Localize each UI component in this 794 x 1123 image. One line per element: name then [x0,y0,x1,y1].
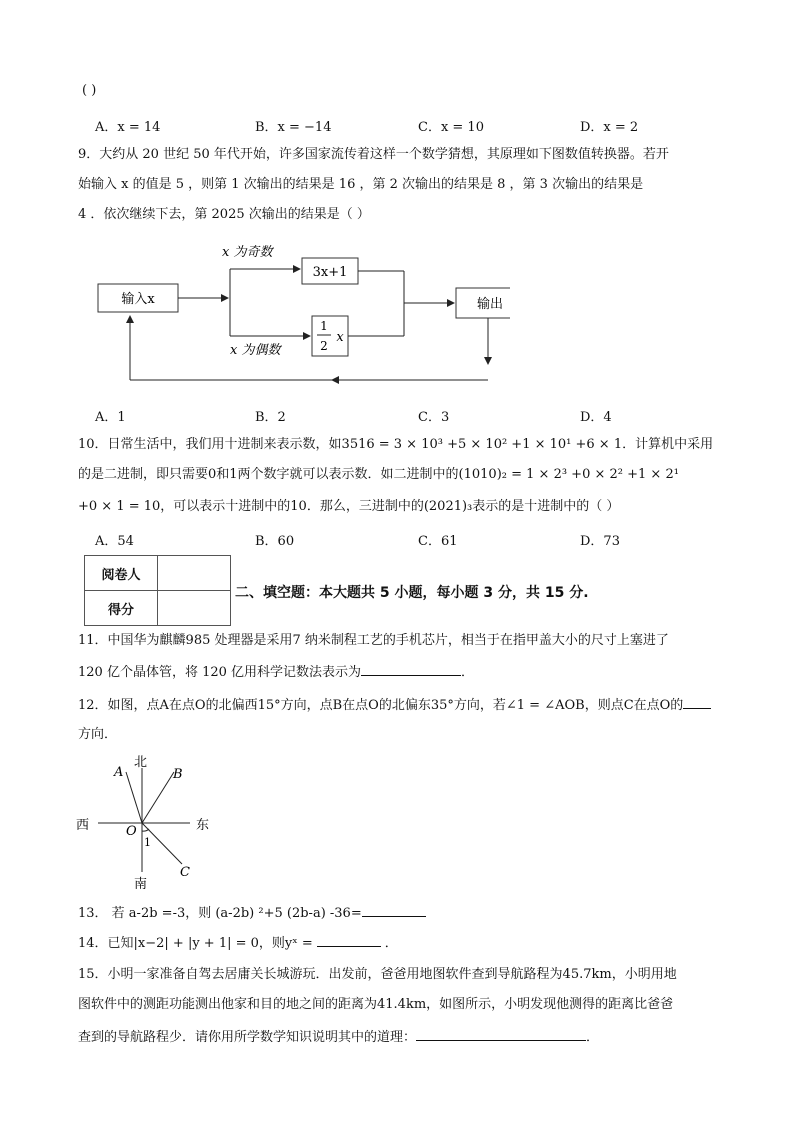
q11-answer-blank [361,663,461,676]
q10-option-b: B．60 [255,534,295,549]
q9-option-a: A．1 [95,410,126,425]
score-label: 得分 [85,591,158,626]
q15-line-2: 图软件中的测距功能测出他家和目的地之间的距离为41.4km，如图所示，小明发现他测得的距离比爸爸 [78,997,674,1012]
q8-option-a: A．x = 14 [95,120,161,135]
compass-east: 东 [196,818,210,833]
q14-end: ． [384,936,398,951]
q9-option-d: D．4 [580,410,612,425]
q15-line-3 [78,1028,599,1047]
q10-line-3: +0 × 1 = 10，可以表示十进制中的10．那么，三进制中的(2021)₃表示的是十进制中的（ ） [78,499,620,514]
compass-north: 北 [134,755,148,770]
section-2-heading: 二、填空题：本大题共 5 小题，每小题 3 分，共 15 分. [235,585,589,601]
q11-line-2-text: 120 亿个晶体管，将 120 亿用科学记数法表示为 [78,665,362,680]
even-label: x 为偶数 [230,343,281,358]
point-c: C [180,865,190,880]
q11-line-1: 11．中国华为麒麟985 处理器是采用7 纳米制程工艺的手机芯片，相当于在指甲盖大小的尺寸上塞进了 [78,633,669,648]
q15-line-3-text: 查到的导航路程少．请你用所学数学知识说明其中的道理： [78,1030,417,1045]
q13-line [78,904,426,923]
odd-label: x 为奇数 [222,245,273,260]
q9-line-1: 9．大约从 20 世纪 50 年代开始，许多国家流传着这样一个数学猜想，其原理如下图数值转换器。若开 [78,147,669,162]
even-box-variable: x [336,330,344,345]
q13-text: 13． 若 a-2b =-3，则 (a-2b) ²+5 (2b-a) -36= [78,906,362,921]
q9-line-3: 4 ．依次继续下去，第 2025 次输出的结果是（ ） [78,207,370,222]
input-label: 输入x [121,292,155,307]
odd-box-text: 3x+1 [312,265,348,280]
q12-answer-blank [683,696,711,709]
q15-answer-blank [416,1028,586,1041]
grader-cell [158,556,231,591]
q9-line-2: 始输入 x 的值是 5 ，则第 1 次输出的结果是 16 ，第 2 次输出的结果是 8 ，第 3 次输出的结果是 [78,177,644,192]
point-b: B [173,767,183,782]
q14-line [78,934,398,953]
even-box-numerator: 1 [320,319,328,333]
q14-text: 14．已知|x−2| + |y + 1| = 0，则yˣ = [78,936,313,951]
q10-option-c: C．61 [418,534,458,549]
compass-south: 南 [134,877,148,892]
q8-answer-paren: ( ) [82,83,97,98]
angle-1: 1 [144,836,151,849]
q15-line-1: 15．小明一家准备自驾去居庸关长城游玩．出发前，爸爸用地图软件查到导航路程为45.7km，小明用地 [78,967,677,982]
q15-line-3-end: ． [586,1030,600,1045]
point-o: O [126,824,137,839]
q10-option-d: D．73 [580,534,620,549]
q10-line-2: 的是二进制，即只需要0和1两个数字就可以表示数．如二进制中的(1010)₂ = 1 × 2³ +0 × 2² +1 × 2¹ [78,467,679,482]
point-a: A [114,765,124,780]
q12-compass-diagram [74,752,224,892]
q9-option-c: C．3 [418,410,450,425]
q8-option-c: C．x = 10 [418,120,484,135]
compass-west: 西 [76,818,90,833]
q11-line-2 [78,663,474,682]
even-box-denominator: 2 [320,339,328,353]
q10-line-1: 10．日常生活中，我们用十进制来表示数，如3516 = 3 × 10³ +5 × 10² +1 × 10¹ +6 × 1．计算机中采用 [78,437,714,452]
grader-label: 阅卷人 [85,556,158,591]
q12-line-1-text: 12．如图，点A在点O的北偏西15°方向，点B在点O的北偏东35°方向，若∠1 = ∠AOB，则点C在点O的 [78,698,684,713]
q8-option-d: D．x = 2 [580,120,639,135]
q12-line-1 [78,696,711,715]
score-cell [158,591,231,626]
q10-option-a: A．54 [95,534,134,549]
q11-line-2-end: ． [461,665,475,680]
q8-option-b: B．x = −14 [255,120,332,135]
q9-option-b: B．2 [255,410,286,425]
score-table [84,555,231,626]
q9-flow-diagram [90,236,510,388]
q14-answer-blank [317,934,381,947]
q13-answer-blank [362,904,426,917]
output-label: 输出 [476,297,504,312]
q12-line-2: 方向． [78,727,118,742]
